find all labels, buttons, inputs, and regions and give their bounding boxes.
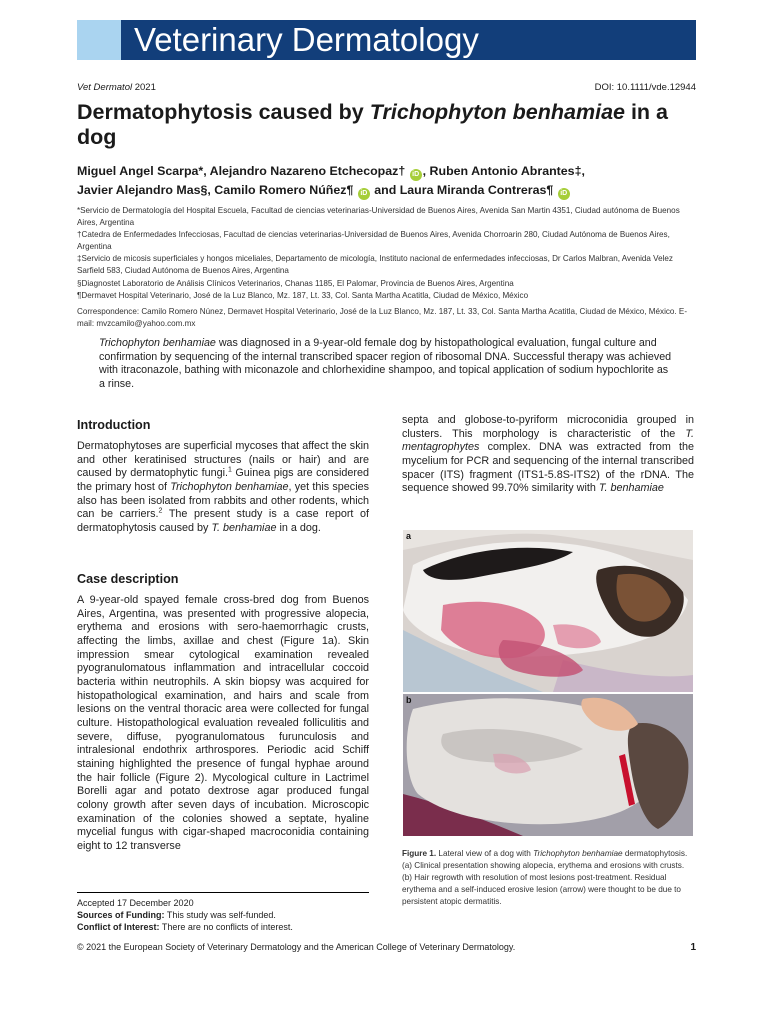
intro-sentence: Dermatophytoses are superficial mycoses that affect the skin and other keratinised structures (nails or hair) and are caused by dermatophytic fungi. <box>77 440 369 480</box>
citation-journal: Vet Dermatol <box>77 82 133 93</box>
orcid-icon[interactable]: iD <box>558 188 570 200</box>
conflict-text: There are no conflicts of interest. <box>159 922 293 933</box>
citation-year: 2021 <box>132 82 156 93</box>
body-sentence: septa and globose-to-pyriform microconidia grouped in clusters. This morphology is characteristic of the <box>402 414 694 440</box>
dog-regrowth-illustration <box>403 694 693 836</box>
affiliation: §Diagnostet Laboratorio de Análisis Clínicos Veterinarios, Chanas 1185, El Palomar, Provincia de Buenos Aires, Argentina <box>77 278 514 288</box>
title-part2: in a dog <box>77 100 668 149</box>
page-number: 1 <box>690 942 696 953</box>
reference-2[interactable]: 2 <box>158 507 163 515</box>
caption-label: Figure 1. <box>402 849 437 858</box>
affiliation: ¶Dermavet Hospital Veterinario, José de la Luz Blanco, Mz. 187, Lt. 33, Col. Santa Martha Acatitla, Ciudad de México, México <box>77 290 529 300</box>
case-description-heading: Case description <box>77 572 179 586</box>
footnote-divider <box>77 892 369 893</box>
dog-lesions-illustration <box>403 530 693 692</box>
abstract-text: was diagnosed in a 9-year-old female dog by histopathological evaluation, fungal culture and confirmation by sequencing of the internal transcribed spacer region of ribosomal DNA. Successful therapy was achieved with itraconazole, bathing with miconazole and chlorhexidine shampoo, and topical application of sodium hypochlorite as a rinse. <box>99 337 672 390</box>
intro-sentence: in a dog. <box>276 521 321 534</box>
right-column-text <box>402 414 694 496</box>
figure-caption <box>402 848 694 908</box>
intro-sentence: , yet this species also has been isolated from rabbits and other rodents, which can be carriers. <box>77 480 370 521</box>
authors-line1b: , Ruben Antonio Abrantes‡, <box>422 164 585 178</box>
affiliations <box>77 205 697 330</box>
authors-line1: Miguel Angel Scarpa*, Alejandro Nazareno Etchecopaz† <box>77 164 406 178</box>
figure-panel-label: b <box>406 695 412 705</box>
conflict-label: Conflict of Interest: <box>77 922 160 933</box>
orcid-icon[interactable]: iD <box>358 188 370 200</box>
intro-sentence: The present study is a case report of dermatophytosis caused by <box>77 508 369 534</box>
case-description-text: A 9-year-old spayed female cross-bred dog from Buenos Aires, Argentina, was presented with progressive alopecia, erythema and erosions with sero-haemorrhagic crusts, affecting the limbs, axillae and chest (Figure 1a). Skin impression smear cytological examination revealed pyogranulomatous inflammation and intracellular coccoid bacteria within neutrophils. A skin biopsy was acquired for histopathological examination, and hairs and scale from lesions on the ventral thoracic area were collected for fungal culture. Histopathological evaluation revealed folliculitis and severe, diffuse, pyogranulomatous furunculosis and intralesional endothrix arthrospores. Periodic acid Schiff staining highlighted the presence of fungal hyphae around the hair follicle (Figure 2). Mycological culture in Lactrimel Borelli agar and potato dextrose agar produced fungal colony growth after seven days of incubation. Microscopic examination of the colonies showed a septate, hyaline mycelial fungus with cigar-shaped macroconidia containing eight to 12 transverse <box>77 594 369 852</box>
caption-text: dermatophytosis. <box>622 849 688 858</box>
title-part1: Dermatophytosis caused by <box>77 100 370 124</box>
journal-title: Veterinary Dermatology <box>134 21 479 58</box>
figure-1b-photo <box>403 694 693 836</box>
figure-1a-photo <box>403 530 693 692</box>
copyright: © 2021 the European Society of Veterinary Dermatology and the American College of Veterinary Dermatology. <box>77 942 516 952</box>
title-species: Trichophyton benhamiae <box>369 100 625 124</box>
authors <box>77 162 697 200</box>
citation <box>77 82 156 93</box>
funding-note <box>77 909 369 921</box>
species-name: T. benhamiae <box>211 521 277 534</box>
figure-panel-label: a <box>406 531 412 541</box>
authors-line2b: and Laura Miranda Contreras¶ <box>370 183 554 197</box>
species-name: Trichophyton benhamiae <box>170 480 289 493</box>
affiliation: ‡Servicio de micosis superficiales y hongos miceliales, Departamento de micología, Instituto nacional de enfermedades infecciosas, Dr Carlos Malbran, Avenida Velez Sarfield 583, Ciudad Autónoma de Buenos Aires, Argentina <box>77 254 673 276</box>
doi[interactable]: DOI: 10.1111/vde.12944 <box>594 82 696 93</box>
affiliation: †Catedra de Enfermedades Infecciosas, Facultad de ciencias veterinarias-Universidad de Buenos Aires, Avenida Chorroarin 280, Ciudad Autónoma de Buenos Aires, Argentina <box>77 230 670 252</box>
funding-text: This study was self-funded. <box>164 910 276 921</box>
footnotes <box>77 897 369 933</box>
species-name: T. mentagrophytes <box>402 427 694 454</box>
affiliation: *Servicio de Dermatología del Hospital Escuela, Facultad de ciencias veterinarias-Universidad de Buenos Aires, Avenida San Martin 4351, Ciudad autónoma de Buenos Aires, Argentina <box>77 206 680 228</box>
introduction-heading: Introduction <box>77 418 151 432</box>
abstract-species: Trichophyton benhamiae <box>99 337 216 349</box>
banner-accent <box>77 20 121 60</box>
article-title <box>77 100 707 150</box>
caption-detail: (a) Clinical presentation showing alopecia, erythema and erosions with crusts. (b) Hair regrowth with resolution of most lesions post-treatment. Residual erythema and a self-induced erosive lesion (arrow) were thought to be due to persistent atopic dermatitis. <box>402 861 685 907</box>
reference-1[interactable]: 1 <box>227 466 232 474</box>
species-name: T. benhamiae <box>598 482 664 495</box>
caption-text: Lateral view of a dog with <box>436 849 534 858</box>
intro-sentence: Guinea pigs are considered the primary host of <box>77 467 369 493</box>
authors-line2: Javier Alejandro Mas§, Camilo Romero Núñez¶ <box>77 183 354 197</box>
abstract <box>99 337 675 391</box>
funding-label: Sources of Funding: <box>77 910 165 921</box>
orcid-icon[interactable]: iD <box>410 169 422 181</box>
introduction-text <box>77 440 369 536</box>
accepted-date: Accepted 17 December 2020 <box>77 898 194 908</box>
body-sentence: complex. DNA was extracted from the mycelium for PCR and sequencing of the internal transcribed spacer (ITS) fragment (ITS1-5.8S-ITS2) of the rDNA. The sequence showed 99.70% similarity with <box>402 441 694 495</box>
conflict-note <box>77 921 369 933</box>
correspondence: Correspondence: Camilo Romero Núnez, Dermavet Hospital Veterinario, José de la Luz Blanco, Mz. 187, Lt. 33, Col. Santa Martha Acatitla, Ciudad de México, México. E-mail: mvzcamilo@yahoo.com.mx <box>77 306 688 328</box>
species-name: Trichophyton benhamiae <box>533 849 623 858</box>
